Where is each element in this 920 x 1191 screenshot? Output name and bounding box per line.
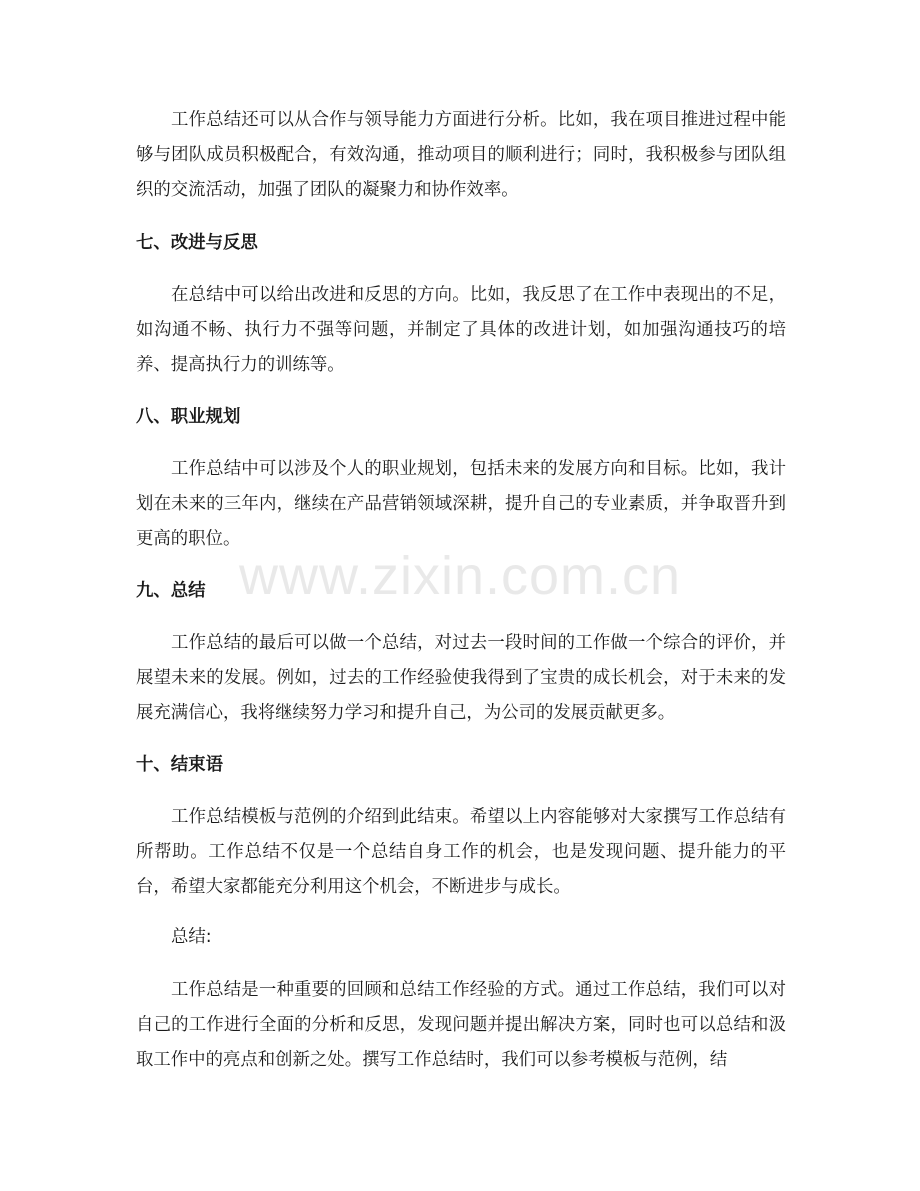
heading-career-planning: 八、职业规划 bbox=[136, 407, 241, 427]
paragraph-career-planning: 工作总结中可以涉及个人的职业规划，包括未来的发展方向和目标。比如，我计划在未来的三年内，继续在产品营销领域深耕，提升自己的专业素质，并争取晋升到更高的职位。 bbox=[136, 459, 786, 549]
paragraph-cooperation-leadership: 工作总结还可以从合作与领导能力方面进行分析。比如，我在项目推进过程中能够与团队成员积极配合，有效沟通，推动项目的顺利进行；同时，我积极参与团队组织的交流活动，加强了团队的凝聚力和协作效率。 bbox=[136, 110, 786, 200]
watermark: www.zixin.com.cn bbox=[238, 546, 682, 606]
paragraph-summary-section: 工作总结的最后可以做一个总结，对过去一段时间的工作做一个综合的评价，并展望未来的发展。例如，过去的工作经验使我得到了宝贵的成长机会，对于未来的发展充满信心，我将继续努力学习和提升自己，为公司的发展贡献更多。 bbox=[136, 633, 786, 723]
heading-improvement-reflection: 七、改进与反思 bbox=[136, 233, 258, 253]
heading-summary-section: 九、总结 bbox=[136, 581, 206, 601]
paragraph-closing-remarks: 工作总结模板与范例的介绍到此结束。希望以上内容能够对大家撰写工作总结有所帮助。工作总结不仅是一个总结自身工作的机会，也是发现问题、提升能力的平台，希望大家都能充分利用这个机会，不断进步与成长。 bbox=[136, 807, 786, 897]
heading-closing-remarks: 十、结束语 bbox=[136, 755, 223, 775]
paragraph-improvement-reflection: 在总结中可以给出改进和反思的方向。比如，我反思了在工作中表现出的不足，如沟通不畅、执行力不强等问题，并制定了具体的改进计划，如加强沟通技巧的培养、提高执行力的训练等。 bbox=[136, 285, 786, 375]
paragraph-final-summary: 工作总结是一种重要的回顾和总结工作经验的方式。通过工作总结，我们可以对自己的工作进行全面的分析和反思，发现问题并提出解决方案，同时也可以总结和汲取工作中的亮点和创新之处。撰写工作总结时，我们可以参考模板与范例，结 bbox=[136, 980, 786, 1070]
summary-label: 总结: bbox=[171, 927, 212, 947]
